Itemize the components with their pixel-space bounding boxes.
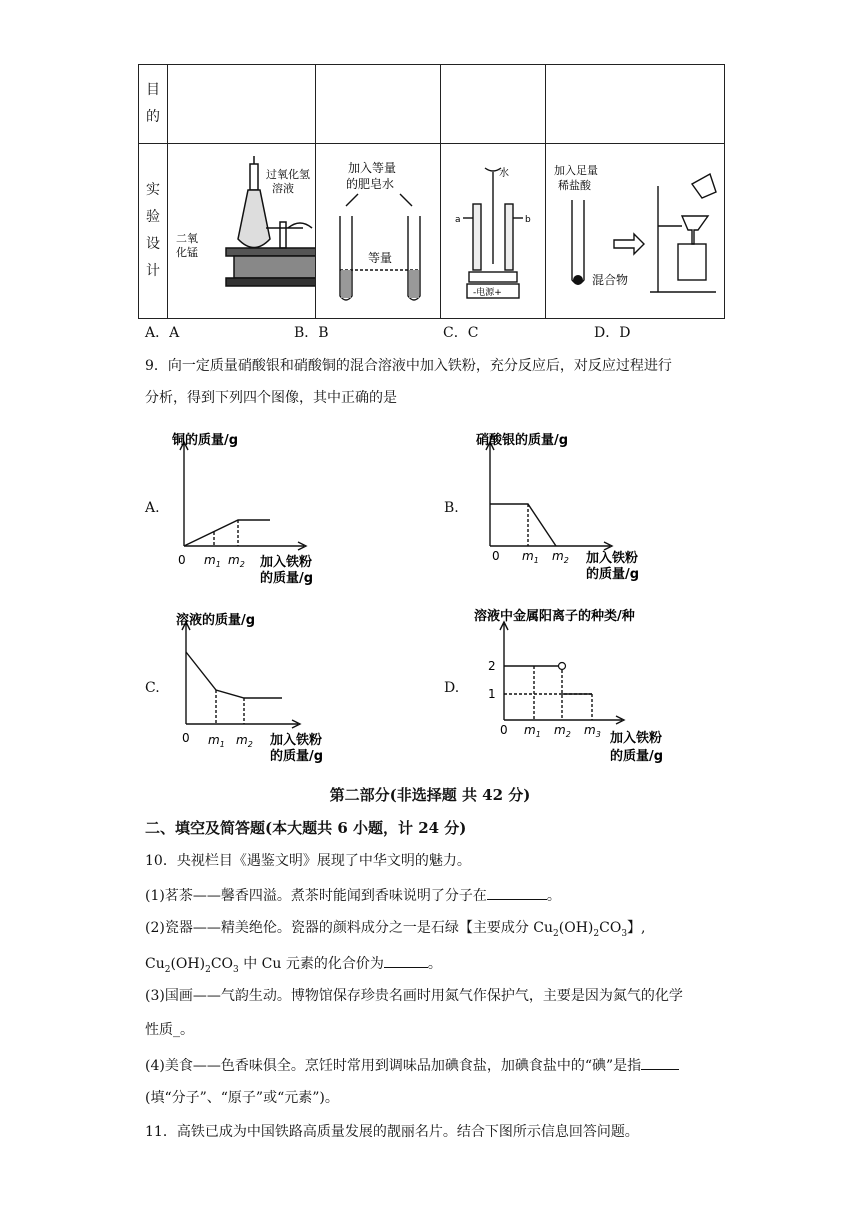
electrolysis-diagram (441, 144, 545, 314)
row-label-char: 验 (146, 209, 160, 225)
graph-c-xlabel: 加入铁粉 (270, 733, 323, 748)
graph-a-tick-m1: $m_1$ (204, 553, 221, 569)
graph-d-ytick-1: 1 (488, 687, 496, 701)
q10-stem: 10．央视栏目《遇鉴文明》展现了中华文明的魅力。 (145, 853, 471, 869)
q10-part2-line2: $Cu_2(OH)_2CO_3$ 中 Cu 元素的化合价为 。 (145, 956, 442, 975)
q10-part2-line1: (2)瓷器——精美绝伦。瓷器的颜料成分之一是石绿【主要成分 $Cu_2(OH)_2CO_3$】, (145, 920, 646, 939)
design-label: 稀盐酸 (558, 179, 591, 192)
design-a-cell (168, 144, 316, 319)
answer-blank[interactable] (641, 1057, 679, 1070)
design-b-cell (316, 144, 441, 319)
design-label: 化锰 (176, 246, 198, 259)
graph-d-origin: 0 (500, 723, 508, 737)
q9-stem-line2: 分析，得到下列四个图像，其中正确的是 (145, 390, 397, 406)
table-cell (168, 65, 316, 144)
design-label: b (525, 215, 531, 225)
graph-b-xlabel: 加入铁粉 (586, 551, 639, 566)
filtration-diagram (546, 144, 724, 314)
q10-part4-line1: (4)美食——色香味俱全。烹饪时常用到调味品加碘食盐，加碘食盐中的“碘”是指 (145, 1057, 679, 1073)
graph-d-tick-m1: $m_1$ (524, 723, 541, 739)
row-label-char: 设 (146, 236, 160, 252)
q10-part3-line2: 性质_。 (145, 1022, 194, 1038)
graph-b-tick-m1: $m_1$ (522, 549, 539, 565)
q10-part4-line2: (填“分子”、“原子”或“元素”)。 (145, 1090, 339, 1106)
graph-d-xlabel: 加入铁粉 (610, 731, 663, 746)
design-label: 加入等量 (348, 161, 397, 175)
graph-d-option[interactable]: D. (444, 680, 460, 696)
table-row (139, 65, 725, 144)
test-tubes-diagram (316, 144, 440, 314)
graph-c-tick-m2: $m_2$ (236, 733, 253, 749)
graph-a (170, 426, 350, 590)
graph-b-option[interactable]: B. (444, 500, 459, 516)
graph-a-xlabel: 的质量/g (260, 571, 314, 586)
graph-a-xlabel: 加入铁粉 (260, 555, 313, 570)
table-cell (316, 65, 441, 144)
table-cell (441, 65, 546, 144)
design-label: 等量 (368, 251, 393, 265)
row-label-purpose (139, 65, 168, 144)
q10-part1: (1)茗茶——馨香四溢。煮茶时能闻到香味说明了分子在 。 (145, 888, 561, 904)
design-label: 的肥皂水 (346, 177, 395, 191)
graph-b (474, 426, 674, 590)
balance-flask-diagram (168, 144, 315, 314)
graph-b-origin: 0 (492, 549, 500, 563)
graph-b-tick-m2: $m_2$ (552, 549, 569, 565)
graph-c (174, 604, 354, 768)
row-label-char: 目 (146, 82, 160, 98)
design-c-cell (441, 144, 546, 319)
graph-c-origin: 0 (182, 731, 190, 745)
design-label: 混合物 (592, 273, 629, 287)
design-label: -电源+ (473, 288, 502, 298)
graph-a-ylabel: 铜的质量/g (172, 433, 239, 448)
graph-c-xlabel: 的质量/g (270, 749, 324, 764)
experiment-table (138, 64, 725, 319)
table-row (139, 144, 725, 319)
section-title: 二、填空及简答题(本大题共 6 小题，计 24 分) (145, 819, 467, 837)
graph-c-option[interactable]: C. (145, 680, 160, 696)
design-label: 溶液 (272, 182, 294, 195)
graph-b-ylabel: 硝酸银的质量/g (476, 433, 569, 448)
graph-d-tick-m2: $m_2$ (554, 723, 571, 739)
row-label-char: 实 (146, 182, 160, 198)
part2-title: 第二部分(非选择题 共 42 分) (329, 786, 531, 804)
q11-stem: 11．高铁已成为中国铁路高质量发展的靓丽名片。结合下图所示信息回答问题。 (145, 1124, 639, 1140)
option-c[interactable]: C．C (443, 325, 479, 341)
graph-d (472, 604, 712, 772)
graph-b-xlabel: 的质量/g (586, 567, 640, 582)
row-label-design (139, 144, 168, 319)
graph-d-ylabel: 溶液中金属阳离子的种类/种 (474, 609, 635, 624)
graph-a-tick-m2: $m_2$ (228, 553, 245, 569)
q9-stem-line1: 9．向一定质量硝酸银和硝酸铜的混合溶液中加入铁粉，充分反应后，对反应过程进行 (145, 358, 672, 374)
design-d-cell (546, 144, 725, 319)
row-label-char: 计 (146, 263, 160, 279)
q10-part3-line1: (3)国画——气韵生动。博物馆保存珍贵名画时用氮气作保护气，主要是因为氮气的化学 (145, 988, 683, 1004)
design-label: 水 (499, 168, 509, 179)
answer-blank[interactable] (384, 955, 428, 968)
option-b[interactable]: B．B (294, 325, 329, 341)
option-a[interactable]: A．A (145, 325, 180, 341)
graph-d-ytick-2: 2 (488, 659, 496, 673)
graph-d-xlabel: 的质量/g (610, 749, 664, 764)
option-d[interactable]: D．D (594, 325, 631, 341)
answer-blank[interactable] (487, 887, 547, 900)
graph-a-origin: 0 (178, 553, 186, 567)
graph-a-option[interactable]: A. (145, 500, 160, 516)
row-label-char: 的 (146, 109, 160, 125)
graph-c-tick-m1: $m_1$ (208, 733, 225, 749)
design-label: 二氧 (176, 232, 198, 245)
design-label: a (455, 215, 461, 225)
design-label: 加入足量 (554, 164, 598, 177)
design-label: 过氧化氢 (266, 168, 310, 181)
table-cell (546, 65, 725, 144)
graph-d-tick-m3: $m_3$ (584, 723, 601, 739)
graph-c-ylabel: 溶液的质量/g (176, 613, 256, 628)
